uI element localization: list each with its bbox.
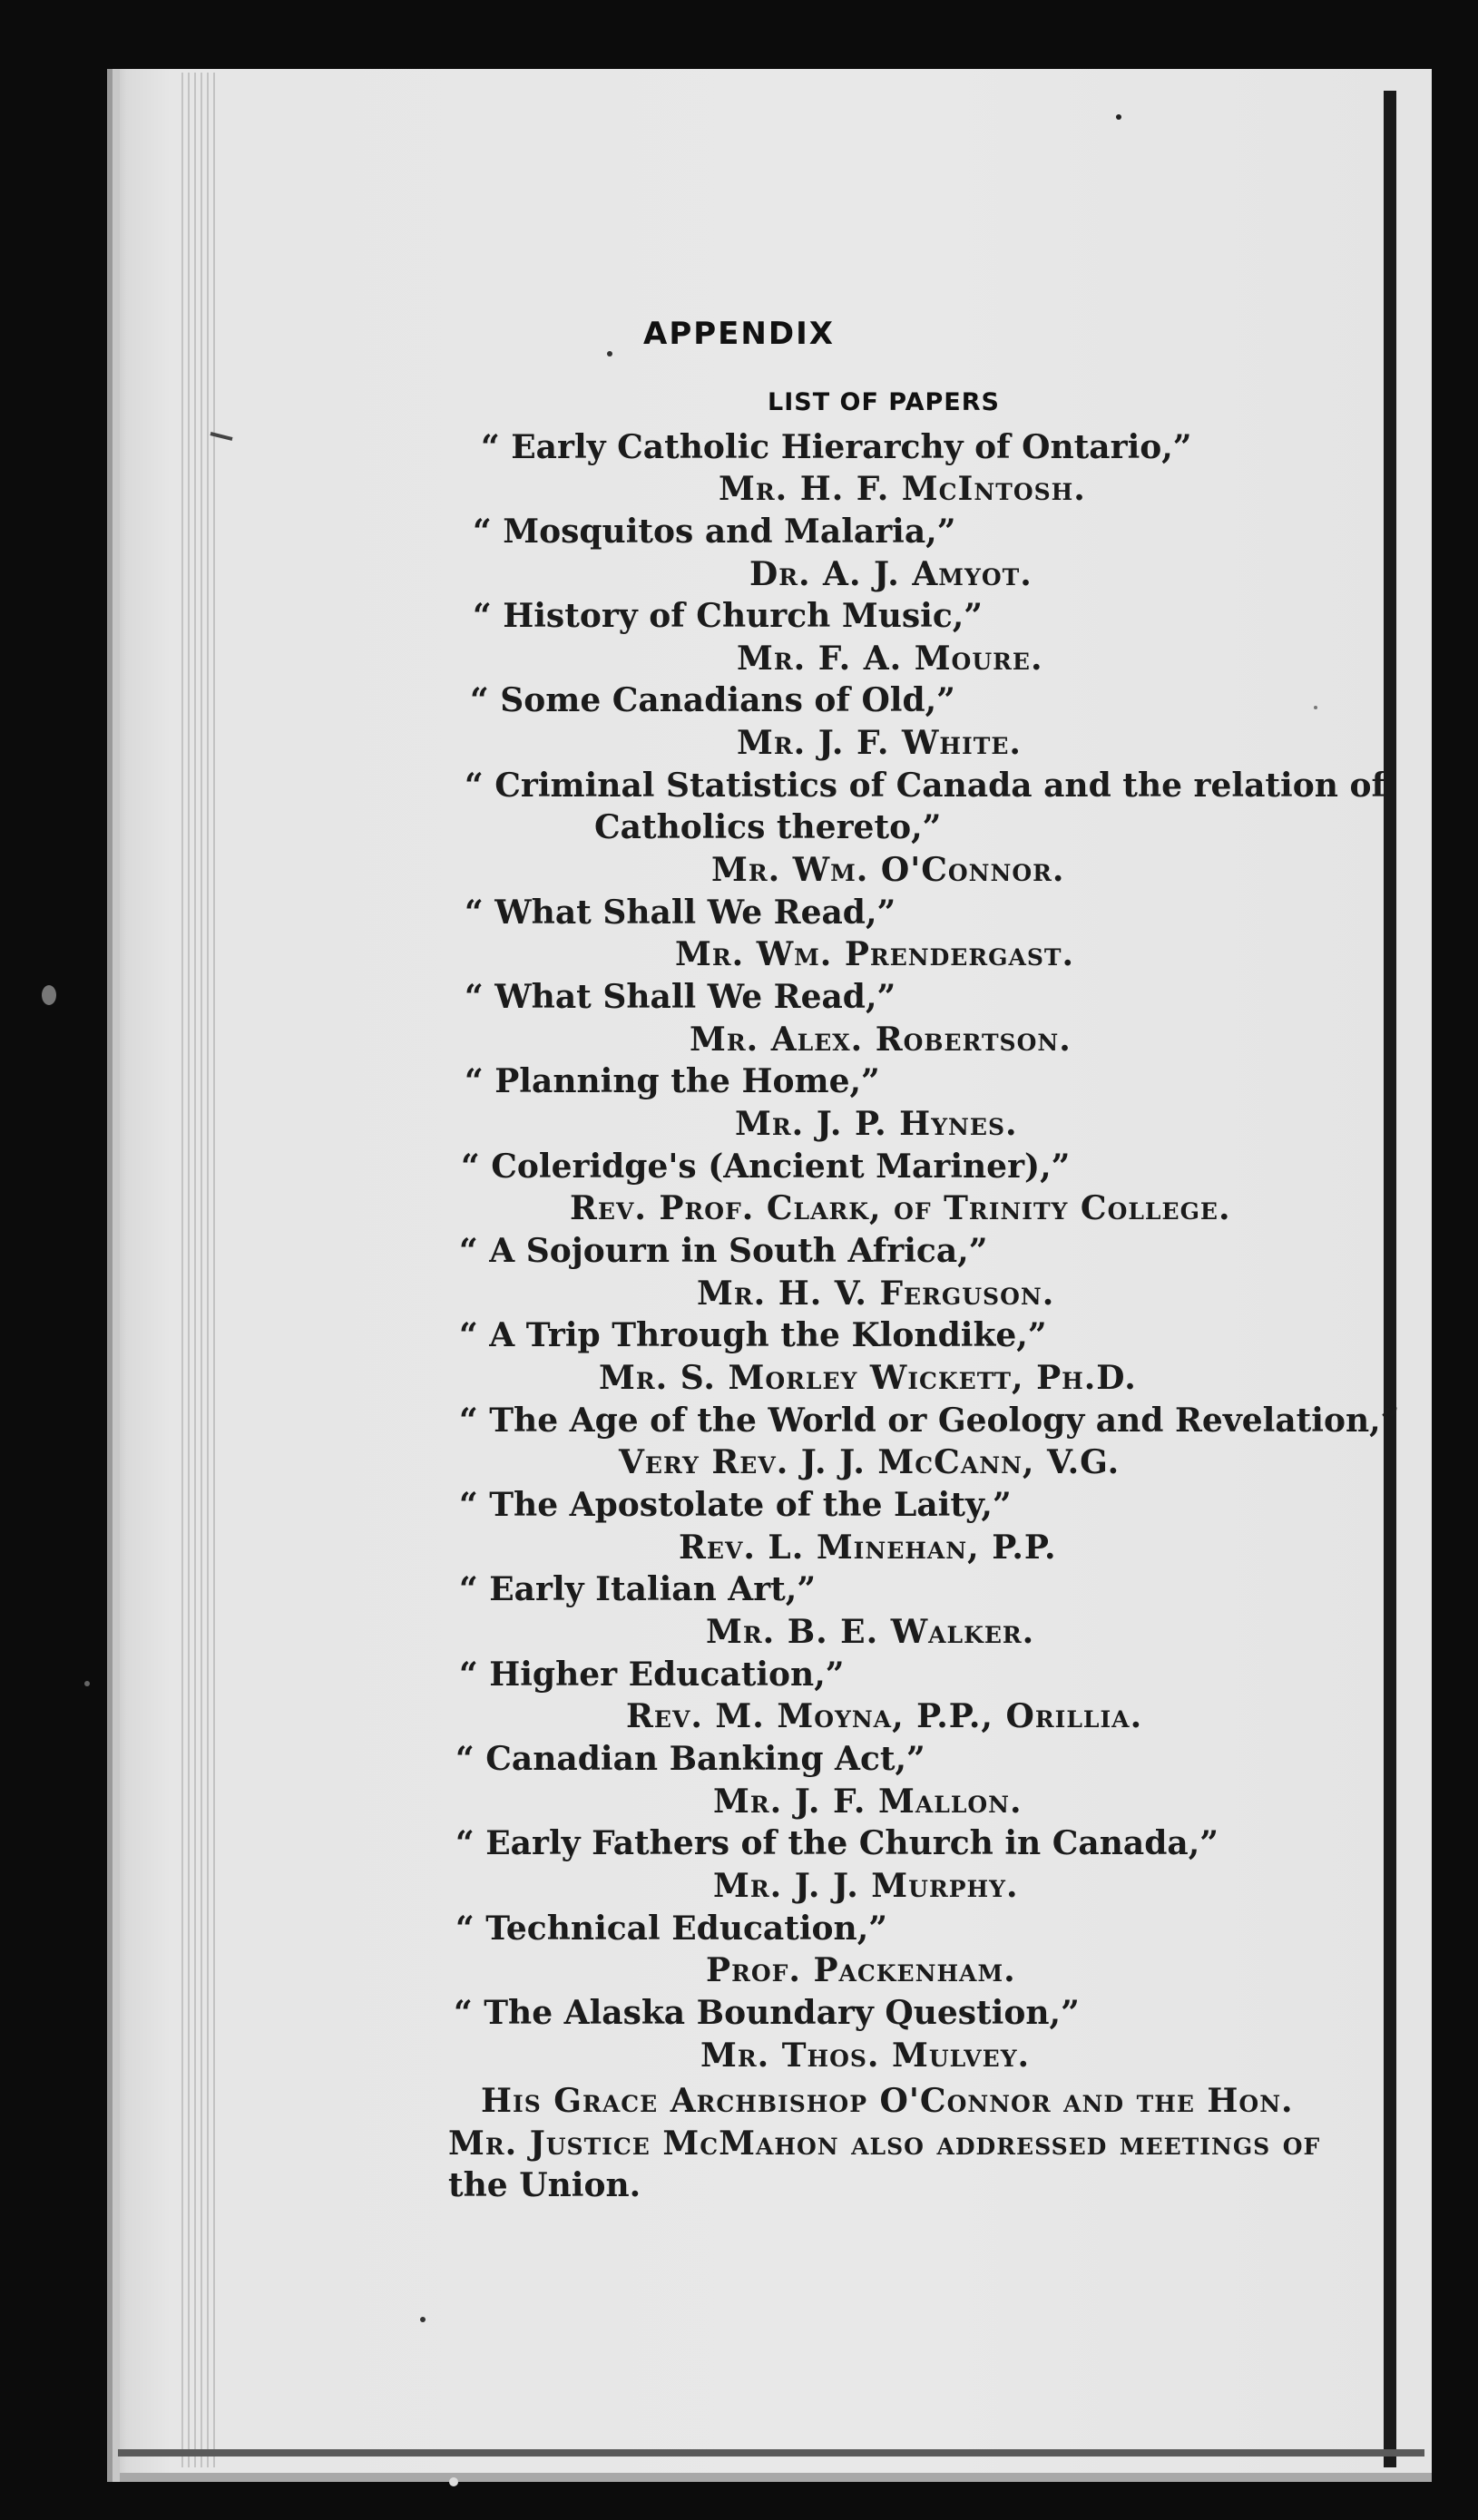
paper-title: “ Planning the Home,” xyxy=(465,1062,880,1100)
paper-title: “ Mosquitos and Malaria,” xyxy=(473,513,956,551)
appendix-heading: APPENDIX xyxy=(643,316,835,352)
paper-author: Mr. J. F. White. xyxy=(737,724,1022,762)
paper-title: “ Higher Education,” xyxy=(459,1656,845,1694)
paper-title: “ A Trip Through the Klondike,” xyxy=(459,1316,1047,1354)
paper-author: Mr. J. J. Murphy. xyxy=(713,1867,1019,1905)
paper-title: “ What Shall We Read,” xyxy=(465,894,896,932)
paper-author: Very Rev. J. J. McCann, V.G. xyxy=(619,1443,1121,1481)
page-right-edge xyxy=(1384,91,1396,2467)
paper-title: “ The Apostolate of the Laity,” xyxy=(459,1486,1012,1524)
paper-title: “ The Age of the World or Geology and Revelation,” xyxy=(459,1402,1400,1440)
paper-title: “ The Alaska Boundary Question,” xyxy=(454,1994,1080,2032)
paper-title: “ Coleridge's (Ancient Mariner),” xyxy=(461,1148,1071,1186)
paper-title: “ Criminal Statistics of Canada and the relation of xyxy=(465,767,1385,805)
paper-author: Mr. F. A. Moure. xyxy=(737,640,1043,678)
paper-author: Mr. H. F. McIntosh. xyxy=(719,470,1086,508)
paper-author: Mr. Thos. Mulvey. xyxy=(700,2037,1031,2075)
paper-author: Mr. J. F. Mallon. xyxy=(713,1783,1023,1821)
paper-author: Prof. Packenham. xyxy=(706,1951,1016,1989)
page-binding-edge xyxy=(181,73,218,2467)
paper-author: Dr. A. J. Amyot. xyxy=(749,555,1033,593)
paper-author: Mr. Wm. Prendergast. xyxy=(675,935,1075,973)
closing-note-line: His Grace Archbishop O'Connor and the Hon. xyxy=(481,2082,1294,2120)
paper-title: “ Early Catholic Hierarchy of Ontario,” xyxy=(481,428,1192,466)
paper-title: “ Early Fathers of the Church in Canada,” xyxy=(455,1824,1219,1862)
list-of-papers-heading: LIST OF PAPERS xyxy=(768,388,1000,416)
paper-title: “ What Shall We Read,” xyxy=(465,978,896,1016)
page-bottom-edge xyxy=(118,2449,1424,2457)
paper-title: “ Some Canadians of Old,” xyxy=(470,681,955,719)
paper-title-continued: Catholics thereto,” xyxy=(594,808,942,846)
paper-title: “ Canadian Banking Act,” xyxy=(455,1740,925,1778)
paper-author: Mr. Wm. O'Connor. xyxy=(711,851,1065,889)
paper-author: Mr. J. P. Hynes. xyxy=(735,1105,1018,1143)
paper-author: Mr. H. V. Ferguson. xyxy=(697,1275,1055,1313)
paper-title: “ Technical Education,” xyxy=(455,1910,887,1948)
paper-author: Rev. L. Minehan, P.P. xyxy=(679,1529,1057,1567)
closing-note-line: Mr. Justice McMahon also addressed meetings of xyxy=(448,2124,1321,2163)
paper-title: “ History of Church Music,” xyxy=(473,597,984,635)
closing-note-line: the Union. xyxy=(448,2166,641,2204)
paper-author: Rev. M. Moyna, P.P., Orillia. xyxy=(626,1697,1143,1735)
paper-title: “ A Sojourn in South Africa,” xyxy=(459,1232,988,1270)
paper-author: Mr. S. Morley Wickett, Ph.D. xyxy=(599,1359,1137,1397)
paper-author: Mr. B. E. Walker. xyxy=(706,1613,1035,1651)
paper-title: “ Early Italian Art,” xyxy=(459,1570,817,1608)
paper-author: Mr. Alex. Robertson. xyxy=(690,1021,1072,1059)
paper-author: Rev. Prof. Clark, of Trinity College. xyxy=(570,1189,1231,1227)
